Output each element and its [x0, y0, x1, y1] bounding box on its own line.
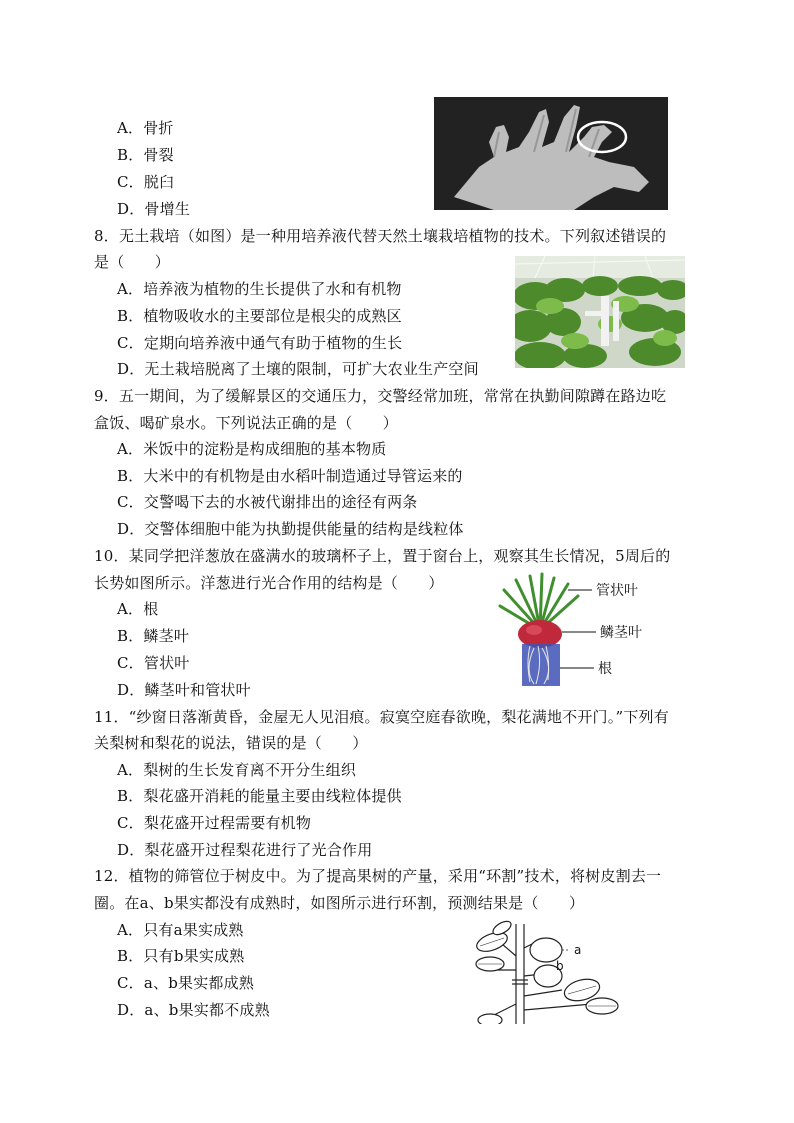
q8-stem-line1: 8．无土栽培（如图）是一种用培养液代替天然土壤栽培植物的技术。下列叙述错误的 [94, 227, 667, 245]
q10-option-a: A．根 [117, 600, 159, 618]
q7-option-b: B．骨裂 [117, 146, 174, 164]
q7-option-c: C．脱臼 [117, 173, 175, 191]
q10-stem-line1: 10．某同学把洋葱放在盛满水的玻璃杯子上，置于窗台上，观察其生长情况，5周后的 [94, 547, 671, 565]
q9-stem-line2: 盒饭、喝矿泉水。下列说法正确的是（ ） [94, 414, 399, 432]
q8-option-a: A．培养液为植物的生长提供了水和有机物 [117, 280, 402, 298]
label-root: 根 [598, 661, 612, 677]
q9-option-d: D．交警体细胞中能为执勤提供能量的结构是线粒体 [117, 520, 464, 538]
girdling-branch-diagram [472, 920, 628, 1024]
label-fruit-b: b [556, 959, 564, 973]
q12-stem-line1: 12．植物的筛管位于树皮中。为了提高果树的产量，采用“环割”技术，将树皮割去一 [94, 867, 662, 885]
q7-option-a: A．骨折 [117, 119, 174, 137]
q12-stem-line2: 圈。在a、b果实都没有成熟时，如图所示进行环割，预测结果是（ ） [94, 894, 585, 912]
q10-stem-line2: 长势如图所示。洋葱进行光合作用的结构是（ ） [94, 574, 444, 592]
q12-option-a: A．只有a果实成熟 [117, 921, 244, 939]
q11-stem-line1: 11．“纱窗日落渐黄昏，金屋无人见泪痕。寂寞空庭春欲晚，梨花满地不开门。”下列有 [94, 708, 669, 726]
label-tubular-leaf: 管状叶 [596, 583, 638, 599]
q11-option-a: A．梨树的生长发育离不开分生组织 [117, 761, 357, 779]
q8-option-c: C．定期向培养液中通气有助于植物的生长 [117, 334, 403, 352]
q9-option-a: A．米饭中的淀粉是构成细胞的基本物质 [117, 440, 387, 458]
q8-stem-line2: 是（ ） [94, 253, 171, 271]
xray-hand-image [434, 97, 668, 210]
q12-option-b: B．只有b果实成熟 [117, 947, 245, 965]
q10-option-c: C．管状叶 [117, 654, 190, 672]
q11-option-c: C．梨花盛开过程需要有机物 [117, 814, 312, 832]
q11-option-d: D．梨花盛开过程梨花进行了光合作用 [117, 841, 373, 859]
q11-stem-line2: 关梨树和梨花的说法，错误的是（ ） [94, 734, 368, 752]
label-bulb-leaf: 鳞茎叶 [600, 625, 642, 641]
q8-option-d: D．无土栽培脱离了土壤的限制，可扩大农业生产空间 [117, 360, 479, 378]
q9-option-c: C．交警喝下去的水被代谢排出的途径有两条 [117, 493, 418, 511]
hydroponics-image [515, 256, 685, 368]
q8-option-b: B．植物吸收水的主要部位是根尖的成熟区 [117, 307, 402, 325]
q11-option-b: B．梨花盛开消耗的能量主要由线粒体提供 [117, 787, 402, 805]
onion-diagram [494, 572, 672, 690]
q9-stem-line1: 9．五一期间，为了缓解景区的交通压力，交警经常加班，常常在执勤间隙蹲在路边吃 [94, 387, 667, 405]
q10-option-b: B．鳞茎叶 [117, 627, 190, 645]
q10-option-d: D．鳞茎叶和管状叶 [117, 681, 251, 699]
q7-option-d: D．骨增生 [117, 200, 191, 218]
q12-option-c: C．a、b果实都成熟 [117, 974, 255, 992]
label-fruit-a: a [574, 943, 582, 957]
q12-option-d: D．a、b果实都不成熟 [117, 1001, 270, 1019]
q9-option-b: B．大米中的有机物是由水稻叶制造通过导管运来的 [117, 467, 463, 485]
